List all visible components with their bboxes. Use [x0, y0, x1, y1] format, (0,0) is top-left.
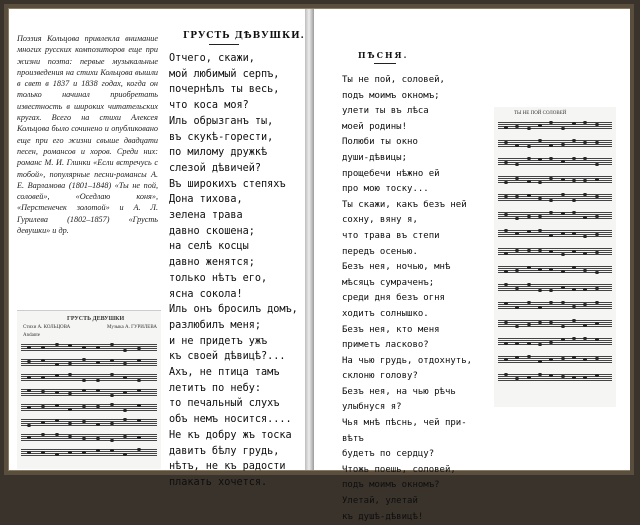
music-note — [110, 394, 114, 397]
left-poem-title: ГРУСТЬ ДѢВУШКИ. — [183, 31, 305, 41]
music-note — [504, 195, 508, 198]
music-note — [527, 230, 531, 233]
score-heading: ТЫ НЕ ПОЙ СОЛОВЕЙ — [514, 111, 567, 116]
music-note — [96, 449, 100, 452]
poem-line: среди дня безъ огня — [342, 293, 445, 304]
right-page — [314, 9, 630, 522]
music-note — [527, 283, 531, 286]
music-note — [572, 305, 576, 308]
music-note — [561, 375, 565, 378]
music-note — [538, 197, 542, 200]
poem-line: будетъ по сердцу? — [342, 449, 435, 460]
music-note — [595, 301, 599, 304]
music-note — [504, 213, 508, 216]
music-note — [527, 215, 531, 218]
music-note — [572, 139, 576, 142]
music-note — [595, 251, 599, 254]
title-rule — [374, 63, 396, 64]
music-note — [538, 360, 542, 363]
music-note — [41, 359, 45, 362]
music-note — [538, 158, 542, 161]
music-note — [527, 249, 531, 252]
music-note — [41, 390, 45, 393]
music-note — [504, 141, 508, 144]
music-note — [27, 376, 31, 379]
book-gutter — [305, 9, 314, 470]
music-note — [527, 194, 531, 197]
music-note — [595, 195, 599, 198]
music-note — [572, 376, 576, 379]
music-note — [595, 215, 599, 218]
music-note — [538, 229, 542, 232]
music-note — [504, 229, 508, 232]
poem-line: ясна сокола! — [169, 288, 243, 300]
music-note — [504, 302, 508, 305]
poem-line: подъ моимъ окномъ? — [342, 480, 440, 491]
music-note — [572, 122, 576, 125]
poem-line: Ты не пой, соловей, — [342, 75, 445, 85]
poem-line: только нѣтъ его, — [169, 272, 268, 284]
poem-line: Безъ нея, на чью рѣчь — [342, 386, 456, 397]
poem-line: Безъ нея, кто меня — [342, 324, 440, 335]
music-note — [595, 322, 599, 325]
music-note — [527, 127, 531, 130]
poem-line: разлюбилъ меня; — [169, 319, 262, 331]
music-note — [41, 405, 45, 408]
music-note — [572, 199, 576, 202]
poem-line: зелена трава — [169, 210, 243, 222]
poem-line: слезой дѣвичей? — [169, 162, 262, 174]
poem-line: моей родины! — [342, 121, 408, 132]
music-note — [561, 253, 565, 256]
music-note — [538, 249, 542, 252]
title-rule — [209, 44, 239, 45]
music-note — [41, 346, 45, 349]
score-heading: ГРУСТЬ ДЕВУШКИ — [67, 316, 125, 322]
music-note — [41, 433, 45, 436]
poem-line: ходитъ солнышко. — [342, 308, 429, 319]
music-note — [55, 433, 59, 436]
music-note — [595, 374, 599, 377]
music-note — [561, 178, 565, 181]
music-note — [561, 325, 565, 328]
music-note — [595, 233, 599, 236]
music-note — [41, 421, 45, 424]
music-note — [595, 141, 599, 144]
music-note — [561, 270, 565, 273]
poem-line: плакать хочется. — [169, 476, 268, 488]
music-note — [561, 193, 565, 196]
music-note — [110, 422, 114, 425]
music-note — [527, 301, 531, 304]
music-note — [27, 406, 31, 409]
music-note — [504, 321, 508, 324]
music-note — [572, 179, 576, 182]
poem-line: Иль онъ бросилъ домъ, — [169, 304, 298, 316]
music-note — [572, 356, 576, 359]
music-note — [538, 306, 542, 309]
music-note — [561, 232, 565, 235]
music-note — [110, 439, 114, 442]
music-note — [27, 346, 31, 349]
music-note — [572, 211, 576, 214]
poem-line: по милому дружкѣ — [169, 147, 268, 159]
poem-line: мой любимый серпъ, — [169, 68, 280, 80]
music-note — [504, 283, 508, 286]
music-note — [538, 373, 542, 376]
poem-line: склоню голову? — [342, 371, 418, 382]
music-note — [504, 161, 508, 164]
music-note — [27, 451, 31, 454]
music-note — [55, 343, 59, 346]
music-note — [572, 319, 576, 322]
sheet-music-right — [494, 107, 616, 407]
music-note — [561, 160, 565, 163]
music-note — [538, 139, 542, 142]
left-page — [9, 9, 305, 488]
music-note — [572, 288, 576, 291]
intro-text: Поэзия Кольцова привлекла внимание многих русских композиторов еще при жизни поэта: первые музыкальные произведения на стихи Кольцова вышли в свет в 1837 и 1838 годах, когда он только начинал приобретать известность в широких читательских кругах. Всего на стихи Алексея Кольцова было сочинено и опубликовано еще при его жизни свыше двадцати песен, романсов и хоров. Среди них: романс М. И. Глинки «Если встречусь с тобой», популярные песни-романсы А. Е. Варламова (1801–1848) «Ты не пой, соловей», «Оседлаю коня», «Перстенечек золотой» и А. Л. Гурилева (1802–1857) «Грусть девушки» и др. — [17, 34, 158, 236]
music-note — [527, 180, 531, 183]
music-note — [595, 163, 599, 166]
music-note — [41, 451, 45, 454]
music-note — [527, 355, 531, 358]
music-note — [595, 338, 599, 341]
music-note — [27, 360, 31, 363]
music-note — [572, 232, 576, 235]
poem-line: почернѣлъ ты весь, — [169, 84, 280, 96]
sheet-music-left — [17, 310, 161, 469]
music-note — [561, 286, 565, 289]
poem-line: Въ широкихъ степяхъ — [169, 178, 286, 190]
poem-line: Ахъ, не птица тамъ — [169, 367, 280, 379]
left-poem — [169, 51, 298, 491]
poem-line: что трава въ степи — [342, 230, 440, 241]
music-note — [561, 301, 565, 304]
poem-line: Улетай, улетай — [342, 496, 418, 507]
poem-line: подъ моимъ окномъ; — [342, 90, 440, 101]
poem-line: объ немъ носится.... — [169, 414, 292, 426]
music-note — [595, 357, 599, 360]
poem-line: давитъ бѣлу грудь, — [169, 445, 280, 457]
music-note — [561, 357, 565, 360]
music-note — [527, 323, 531, 326]
music-note — [96, 437, 100, 440]
poem-line: давно женятся; — [169, 257, 255, 269]
poem-line: души-дѣвицы; — [342, 152, 408, 163]
music-note — [96, 405, 100, 408]
music-note — [504, 373, 508, 376]
poem-line: къ душѣ-дѣвицѣ! — [342, 511, 424, 522]
music-note — [527, 145, 531, 148]
music-note — [504, 270, 508, 273]
poem-line: передъ осенью. — [342, 246, 418, 257]
music-note — [96, 361, 100, 364]
music-note — [572, 250, 576, 253]
poem-line: Не къ добру жъ тоска — [169, 429, 292, 441]
music-note — [96, 346, 100, 349]
music-note — [55, 404, 59, 407]
poem-line: улети ты въ лѣса — [342, 106, 429, 117]
score-lyricist: Стихи А. КОЛЬЦОВА — [23, 325, 71, 330]
music-note — [504, 342, 508, 345]
music-note — [572, 157, 576, 160]
poem-line: и не придетъ ужъ — [169, 335, 268, 347]
poem-line: летитъ по небу: — [169, 382, 262, 394]
poem-line: Безъ нея, ночью, мнѣ — [342, 262, 451, 273]
music-note — [538, 124, 542, 127]
music-note — [55, 453, 59, 456]
music-note — [572, 266, 576, 269]
music-note — [96, 389, 100, 392]
poem-line: Отчего, скажи, — [169, 53, 255, 64]
music-note — [504, 252, 508, 255]
poem-line: Ты скажи, какъ безъ ней — [342, 199, 467, 210]
poem-line: вѣтъ — [342, 433, 364, 444]
poem-line: про мою тоску... — [342, 184, 429, 195]
music-note — [55, 363, 59, 366]
music-note — [561, 127, 565, 130]
music-note — [55, 391, 59, 394]
poem-line: Чья мнѣ пѣснь, чей при- — [342, 418, 467, 429]
music-note — [27, 389, 31, 392]
music-note — [538, 181, 542, 184]
music-note — [561, 338, 565, 341]
poem-line: въ скукѣ-горести, — [169, 131, 274, 143]
poem-line: давно скошена; — [169, 225, 255, 237]
poem-line: то печальный слухъ — [169, 398, 280, 410]
poem-line: приметъ ласково? — [342, 340, 429, 351]
music-note — [96, 379, 100, 382]
music-note — [561, 212, 565, 215]
poem-line: мѣсяцъ сумраченъ; — [342, 277, 435, 288]
poem-line: нѣтъ, не къ радости — [169, 461, 286, 473]
poem-line: что коса моя? — [169, 100, 249, 112]
music-note — [504, 358, 508, 361]
poem-line: прощебечи нѣжно ей — [342, 168, 440, 179]
poem-line: улыбнуся я? — [342, 402, 402, 413]
poem-line: къ своей дѣвицѣ?... — [169, 351, 286, 363]
book-spread — [9, 9, 630, 522]
music-note — [595, 271, 599, 274]
score-composer: Музыка А. ГУРИЛЕВА — [107, 325, 157, 330]
music-note — [41, 376, 45, 379]
right-poem-title: ПѢСНЯ. — [358, 50, 409, 60]
poem-line: сохну, вяну я, — [342, 215, 418, 226]
music-note — [110, 449, 114, 452]
music-note — [96, 423, 100, 426]
music-note — [595, 123, 599, 126]
music-note — [538, 268, 542, 271]
music-note — [538, 289, 542, 292]
music-note — [527, 376, 531, 379]
poem-line: на селѣ косцы — [169, 241, 249, 253]
poem-line: На чью грудь, отдохнуть, — [342, 355, 473, 366]
music-note — [504, 181, 508, 184]
music-note — [527, 266, 531, 269]
right-poem — [342, 73, 472, 525]
score-tempo: Andante — [23, 333, 40, 338]
music-note — [55, 374, 59, 377]
music-note — [572, 337, 576, 340]
poem-line: Дона тихова, — [169, 194, 243, 206]
music-note — [538, 343, 542, 346]
music-note — [55, 419, 59, 422]
music-note — [110, 403, 114, 406]
music-note — [595, 178, 599, 181]
music-note — [527, 157, 531, 160]
music-note — [595, 287, 599, 290]
poem-line: Чтожь поешь, соловей, — [342, 464, 456, 475]
music-note — [110, 373, 114, 376]
music-note — [27, 424, 31, 427]
music-note — [27, 436, 31, 439]
music-note — [538, 215, 542, 218]
music-note — [110, 359, 114, 362]
music-note — [504, 126, 508, 129]
music-note — [527, 342, 531, 345]
poem-line: Иль обрызганъ ты, — [169, 115, 274, 127]
poem-line: Полюби ты окно — [342, 137, 418, 148]
music-note — [538, 321, 542, 324]
music-note — [110, 343, 114, 346]
music-note — [561, 143, 565, 146]
